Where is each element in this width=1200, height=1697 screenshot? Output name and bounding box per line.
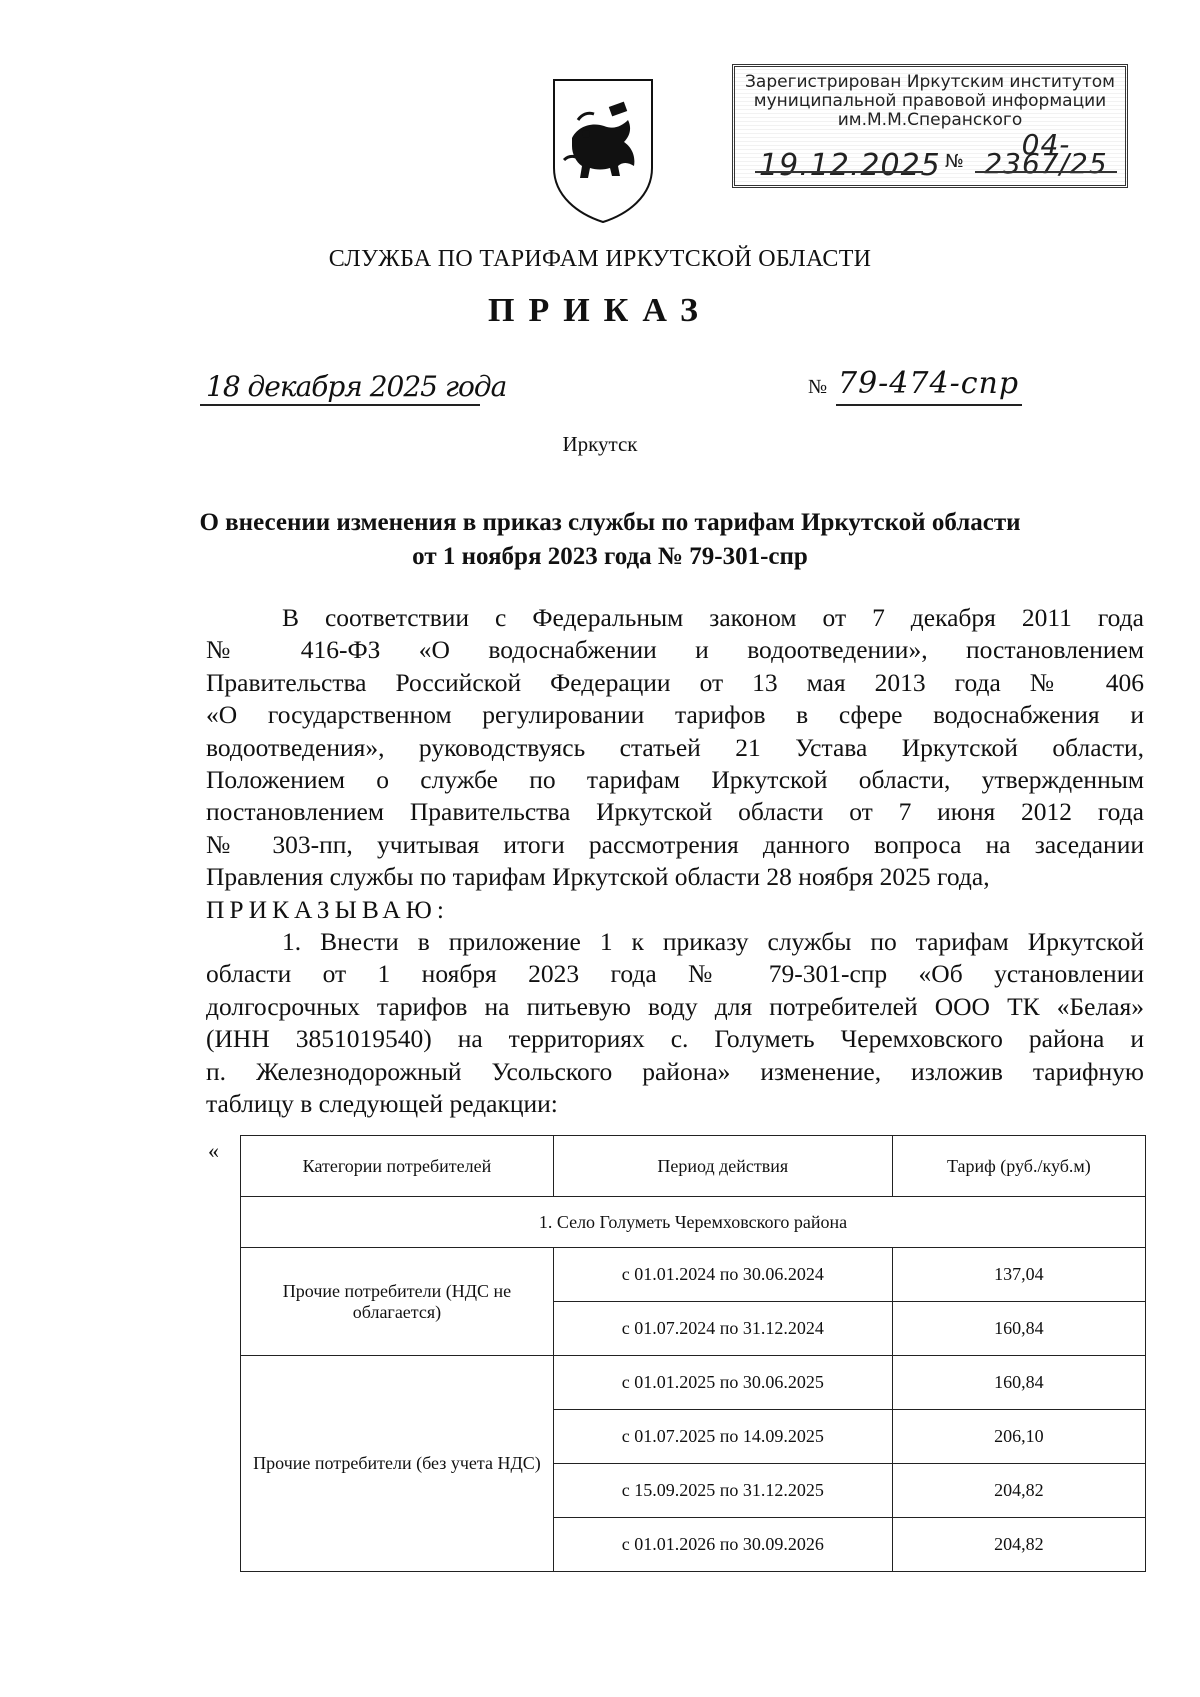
stamp-line-1: Зарегистрирован Иркутским институтом — [745, 72, 1115, 92]
period-cell: с 01.07.2024 по 31.12.2024 — [553, 1302, 892, 1356]
period-cell: с 01.01.2026 по 30.09.2026 — [553, 1518, 892, 1572]
category-cell: Прочие потребители (без учета НДС) — [241, 1356, 554, 1572]
table-row — [241, 1248, 1146, 1302]
item1-line: (ИНН 3851019540) на территориях с. Голуметь Черемховского района и — [206, 1024, 1144, 1054]
order-subject — [160, 506, 1060, 574]
stamp-number: 04-2367/25 — [984, 128, 1108, 180]
stamp-registration-row — [749, 128, 1113, 183]
stamp-number-underline — [975, 171, 1117, 173]
tariff-cell: 206,10 — [892, 1410, 1145, 1464]
document-title: ПРИКАЗ — [488, 292, 712, 329]
header-cell-tariff: Тариф (руб./куб.м) — [892, 1136, 1145, 1197]
para1-line: постановлением Правительства Иркутской области от 7 июня 2012 года — [206, 797, 1144, 827]
item1-line: таблицу в следующей редакции: — [206, 1089, 558, 1119]
item1-line: области от 1 ноября 2023 года № 79-301-спр «Об установлении — [206, 959, 1144, 989]
tariff-cell: 137,04 — [892, 1248, 1145, 1302]
para1-line: № 303-пп, учитывая итоги рассмотрения данного вопроса на заседании — [206, 829, 1144, 859]
period-cell: с 01.01.2024 по 30.06.2024 — [553, 1248, 892, 1302]
header-cell-category: Категории потребителей — [241, 1136, 554, 1197]
order-date-underline — [200, 404, 480, 406]
tariff-cell: 204,82 — [892, 1518, 1145, 1572]
para1-line: № 416-ФЗ «О водоснабжении и водоотведении», постановлением — [206, 635, 1144, 665]
table-section-row — [241, 1197, 1146, 1248]
subject-line-2: от 1 ноября 2023 года № 79-301-спр — [412, 543, 808, 570]
para1-line: Правления службы по тарифам Иркутской области 28 ноября 2025 года, — [206, 862, 990, 892]
coat-of-arms-emblem — [548, 76, 658, 224]
order-word: ПРИКАЗЫВАЮ: — [206, 894, 449, 924]
agency-name: СЛУЖБА ПО ТАРИФАМ ИРКУТСКОЙ ОБЛАСТИ — [328, 246, 872, 272]
category-cell: Прочие потребители (НДС не облагается) — [241, 1248, 554, 1356]
order-body — [206, 602, 1144, 1121]
stamp-number-label: № — [945, 151, 964, 172]
tariff-cell: 204,82 — [892, 1464, 1145, 1518]
para1-line: водоотведения», руководствуясь статьей 21 Устава Иркутской области, — [206, 732, 1144, 762]
para1-line: «О государственном регулировании тарифов в сфере водоснабжения и — [206, 700, 1144, 730]
period-cell: с 15.09.2025 по 31.12.2025 — [553, 1464, 892, 1518]
period-cell: с 01.01.2025 по 30.06.2025 — [553, 1356, 892, 1410]
city-name: Иркутск — [562, 432, 638, 456]
table-row — [241, 1356, 1146, 1410]
tariff-cell: 160,84 — [892, 1356, 1145, 1410]
para1-line: Положением о службе по тарифам Иркутской области, утвержденным — [206, 765, 1144, 795]
stamp-line-3: им.М.М.Сперанского — [837, 110, 1023, 130]
header-cell-period: Период действия — [553, 1136, 892, 1197]
item1-line: долгосрочных тарифов на питьевую воду для потребителей ООО ТК «Белая» — [206, 991, 1144, 1021]
stamp-line-2: муниципальной правовой информации — [753, 91, 1107, 111]
order-number-label: № — [808, 376, 828, 398]
period-cell: с 01.07.2025 по 14.09.2025 — [553, 1410, 892, 1464]
order-date: 18 декабря 2025 года — [206, 370, 507, 403]
stamp-date: 19.12.2025 — [759, 148, 941, 183]
item1-line: 1. Внести в приложение 1 к приказу службы по тарифам Иркутской — [282, 927, 1144, 957]
section-title-cell: 1. Село Голуметь Черемховского района — [241, 1197, 1146, 1248]
registration-stamp — [732, 64, 1128, 188]
order-number: 79-474-спр — [838, 366, 1020, 401]
subject-line-1: О внесении изменения в приказ службы по тарифам Иркутской области — [199, 509, 1021, 536]
order-number-underline — [836, 404, 1022, 406]
open-quote-mark: « — [208, 1138, 219, 1163]
stamp-date-underline — [755, 171, 923, 173]
para1-line: Правительства Российской Федерации от 13 мая 2013 года № 406 — [206, 667, 1144, 697]
table-header-row — [241, 1136, 1146, 1197]
tariff-cell: 160,84 — [892, 1302, 1145, 1356]
item1-line: п. Железнодорожный Усольского района» изменение, изложив тарифную — [206, 1056, 1144, 1086]
tariff-table — [240, 1135, 1146, 1572]
para1-line: В соответствии с Федеральным законом от 7 декабря 2011 года — [282, 603, 1144, 632]
